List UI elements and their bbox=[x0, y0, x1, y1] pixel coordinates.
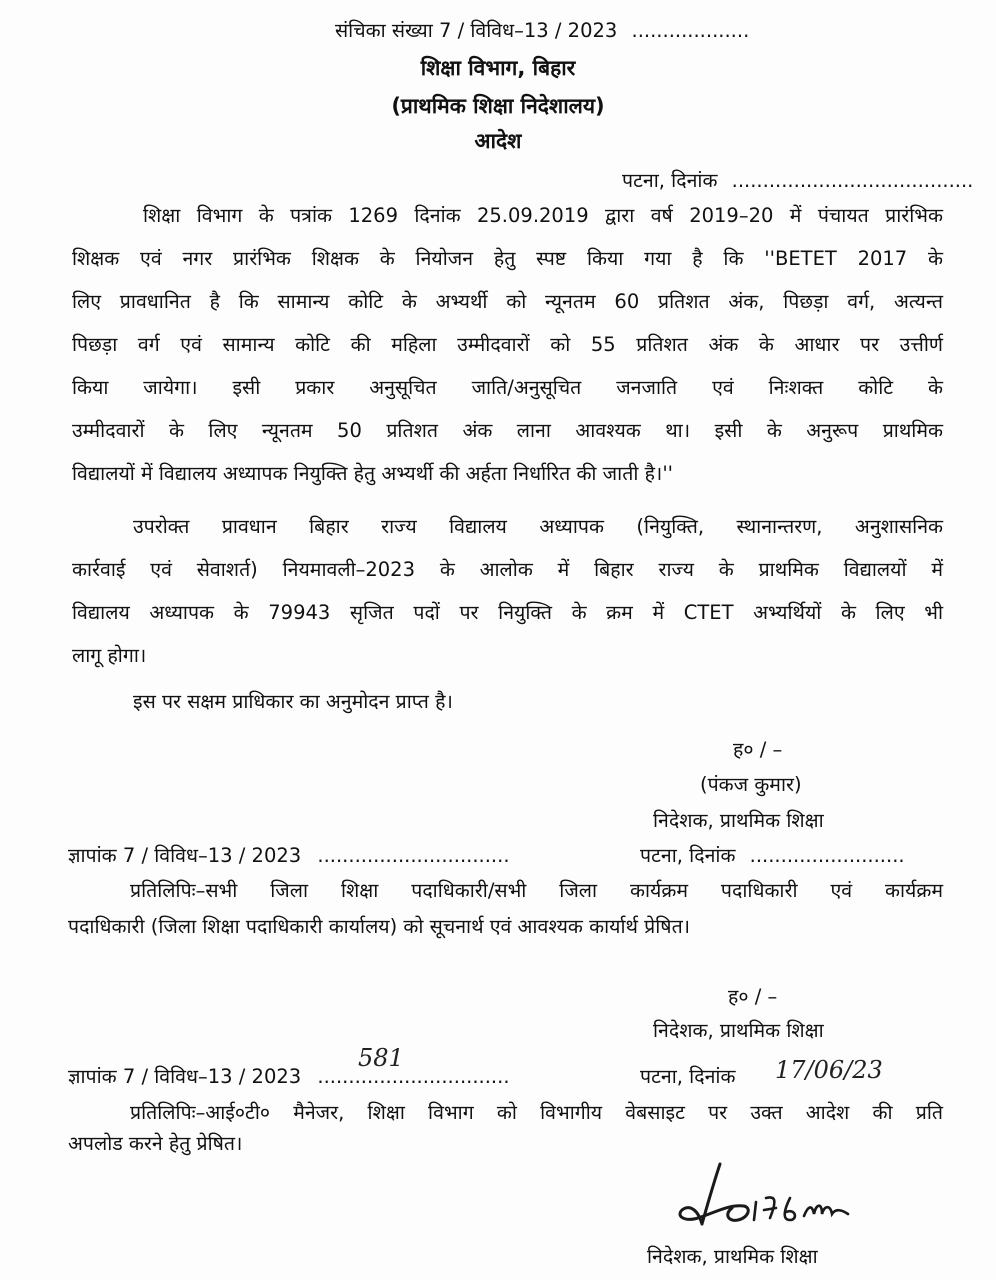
order-title: आदेश bbox=[474, 129, 522, 153]
approval-line: इस पर सक्षम प्राधिकार का अनुमोदन प्राप्त है। bbox=[133, 690, 453, 713]
para1-line-1: शिक्षा विभाग के पत्रांक 1269 दिनांक 25.09.2019 द्वारा वर्ष 2019–20 में पंचायत प्रारंभिक bbox=[143, 204, 943, 227]
memo2-designation: निदेशक, प्राथमिक शिक्षा bbox=[647, 1245, 818, 1268]
memo1-place-date: पटना, दिनांक ......................... bbox=[640, 844, 905, 867]
place-date: पटना, दिनांक ....................................... bbox=[622, 169, 974, 192]
director-signature-image bbox=[672, 1158, 902, 1238]
signature1-signed: ह० / – bbox=[733, 738, 783, 761]
memo1-copy-line-1: प्रतिलिपिः–सभी जिला शिक्षा पदाधिकारी/सभी जिला कार्यक्रम पदाधिकारी एवं कार्यक्रम bbox=[130, 879, 943, 902]
para2-line-2: कार्रवाई एवं सेवाशर्त) नियमावली–2023 के आलोक में बिहार राज्य के प्राथमिक विद्यालयों में bbox=[72, 558, 943, 581]
department-title: शिक्षा विभाग, बिहार bbox=[420, 56, 576, 80]
memo2-handwritten-date: 17/06/23 bbox=[775, 1056, 883, 1084]
memo2-copy-line-2: अपलोड करने हेतु प्रेषित। bbox=[68, 1132, 243, 1155]
file-number: संचिका संख्या 7 / विविध–13 / 2023 ................... bbox=[335, 19, 750, 42]
directorate-title: (प्राथमिक शिक्षा निदेशालय) bbox=[391, 94, 605, 118]
para2-line-3: विद्यालय अध्यापक के 79943 सृजित पदों पर नियुक्ति के क्रम में CTET अभ्यर्थियों के लिए भी bbox=[72, 601, 943, 624]
para2-line-4: लागू होगा। bbox=[72, 644, 147, 667]
memo1-copy-line-2: पदाधिकारी (जिला शिक्षा पदाधिकारी कार्यालय) को सूचनार्थ एवं आवश्यक कार्यार्थ प्रेषित। bbox=[68, 915, 691, 938]
para2-line-1: उपरोक्त प्रावधान बिहार राज्य विद्यालय अध्यापक (नियुक्ति, स्थानान्तरण, अनुशासनिक bbox=[133, 515, 943, 538]
para1-line-4: पिछड़ा वर्ग एवं सामान्य कोटि की महिला उम्मीदवारों को 55 प्रतिशत अंक के आधार पर उत्तीर्ण bbox=[72, 333, 943, 356]
memo2-number-dots: ............................... bbox=[317, 1065, 510, 1088]
memo2-copy-line-1: प्रतिलिपिः–आई०टी० मैनेजर, शिक्षा विभाग को विभागीय वेबसाइट पर उक्त आदेश की प्रति bbox=[130, 1101, 943, 1124]
memo1-date-dots: ......................... bbox=[749, 844, 905, 867]
signature1-designation: निदेशक, प्राथमिक शिक्षा bbox=[653, 809, 824, 832]
memo1-number-dots: ............................... bbox=[317, 844, 510, 867]
para1-line-5: किया जायेगा। इसी प्रकार अनुसूचित जाति/अनुसूचित जनजाति एवं निःशक्त कोटि के bbox=[72, 376, 943, 399]
para1-line-2: शिक्षक एवं नगर प्रारंभिक शिक्षक के नियोजन हेतु स्पष्ट किया गया है कि ''BETET 2017 के bbox=[72, 247, 943, 270]
memo2-handwritten-number: 581 bbox=[358, 1044, 404, 1072]
memo2-number: ज्ञापांक 7 / विविध–13 / 2023 ............................... bbox=[68, 1065, 510, 1088]
signature1-name: (पंकज कुमार) bbox=[700, 773, 802, 796]
place-date-dots: ....................................... bbox=[731, 169, 974, 192]
file-number-dots: ................... bbox=[631, 19, 750, 42]
memo1-number: ज्ञापांक 7 / विविध–13 / 2023 ............................... bbox=[68, 844, 510, 867]
para1-line-7: विद्यालयों में विद्यालय अध्यापक नियुक्ति हेतु अभ्यर्थी की अर्हता निर्धारित की जाती है।'' bbox=[72, 462, 674, 485]
memo1-signed: ह० / – bbox=[728, 985, 778, 1008]
para1-line-6: उम्मीदवारों के लिए न्यूनतम 50 प्रतिशत अंक लाना आवश्यक था। इसी के अनुरूप प्राथमिक bbox=[72, 419, 943, 442]
para1-line-3: लिए प्रावधानित है कि सामान्य कोटि के अभ्यर्थी को न्यूनतम 60 प्रतिशत अंक, पिछड़ा वर्ग, अत्यन्त bbox=[72, 290, 943, 313]
memo1-designation: निदेशक, प्राथमिक शिक्षा bbox=[653, 1019, 824, 1042]
memo2-place-date: पटना, दिनांक bbox=[640, 1065, 736, 1088]
